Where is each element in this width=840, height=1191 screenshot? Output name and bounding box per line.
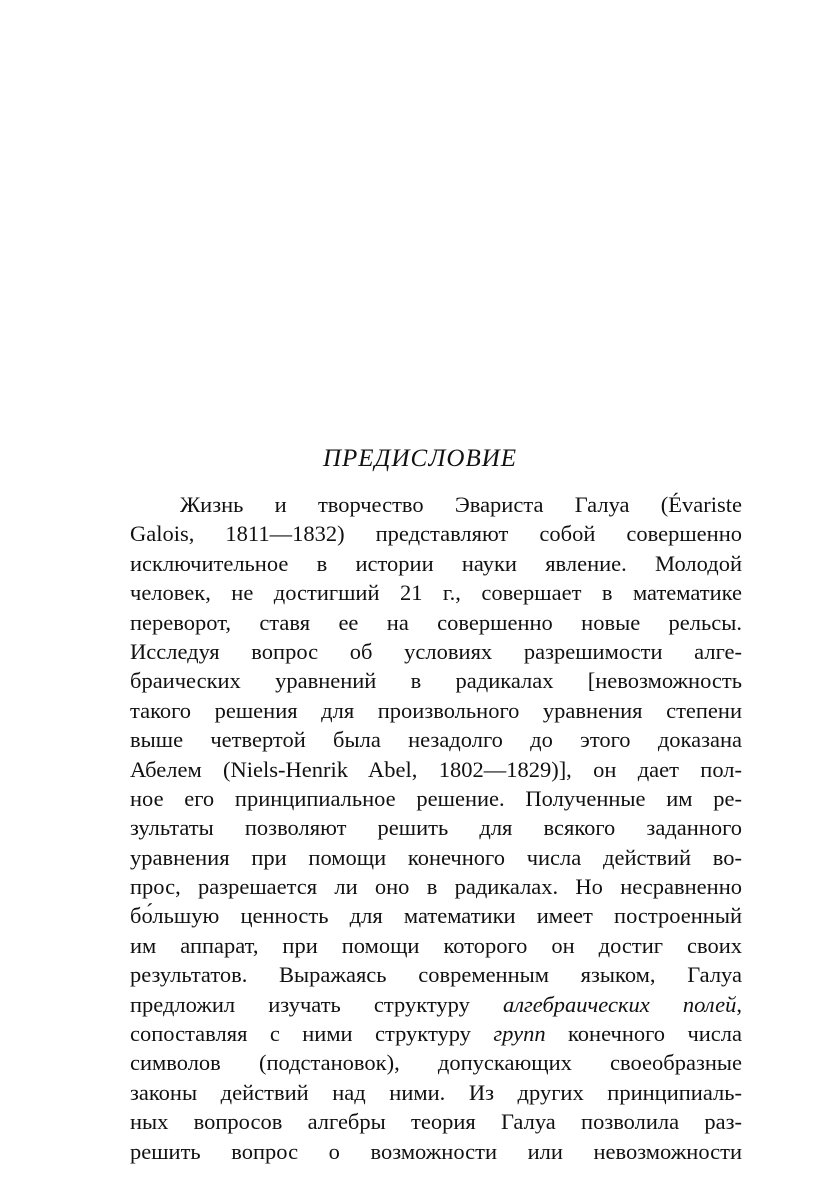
text-line-with-emphasis: [130, 990, 742, 1019]
text-line: исключительное в истории науки явление. Молодой: [130, 550, 742, 576]
text-segment: конечного числа: [545, 1021, 742, 1047]
text-line: зультаты позволяют решить для всякого заданного: [130, 815, 742, 841]
text-segment: предложил изучать структуру: [130, 991, 503, 1017]
text-line: решить вопрос о возможности или невозможности: [130, 1138, 742, 1164]
text-segment: сопоставляя с ними структуру: [130, 1021, 494, 1047]
emphasis-algebraic-fields: алгебраических полей: [502, 991, 737, 1017]
text-line: Исследуя вопрос об условиях разрешимости алге-: [130, 638, 742, 664]
text-segment: ,: [736, 991, 742, 1017]
text-line: законы действий над ними. Из других принципиаль-: [130, 1079, 742, 1105]
text-line: выше четвертой была незадолго до этого доказана: [130, 727, 742, 753]
text-line: Абелем (Niels-Henrik Abel, 1802—1829)], он дает пол-: [130, 756, 742, 782]
text-line: Galois, 1811—1832) представляют собой совершенно: [130, 521, 742, 547]
text-line: браических уравнений в радикалах [невозможность: [130, 668, 742, 694]
text-line: такого решения для произвольного уравнения степени: [130, 697, 742, 723]
text-line: переворот, ставя ее на совершенно новые рельсы.: [130, 609, 742, 635]
text-line: им аппарат, при помощи которого он достиг своих: [130, 932, 742, 958]
text-line: Жизнь и творчество Эвариста Галуа (Évariste: [180, 492, 742, 517]
emphasis-groups: групп: [493, 1021, 546, 1047]
text-line: бо́льшую ценность для математики имеет построенный: [130, 903, 742, 929]
page-title: ПРЕДИСЛОВИЕ: [322, 445, 518, 472]
text-line: прос, разрешается ли оно в радикалах. Но несравненно: [130, 874, 742, 900]
text-line: ных вопросов алгебры теория Галуа позволила раз-: [130, 1109, 742, 1135]
text-line: результатов. Выражаясь современным языком, Галуа: [130, 962, 742, 988]
text-line: уравнения при помощи конечного числа действий во-: [130, 844, 742, 870]
body-text: [130, 490, 742, 1166]
text-line: ное его принципиальное решение. Полученные им ре-: [130, 785, 742, 811]
text-line-with-emphasis: [130, 1019, 742, 1048]
text-line: символов (подстановок), допускающих своеобразные: [130, 1050, 742, 1076]
text-line: человек, не достигший 21 г., совершает в математике: [130, 580, 742, 606]
